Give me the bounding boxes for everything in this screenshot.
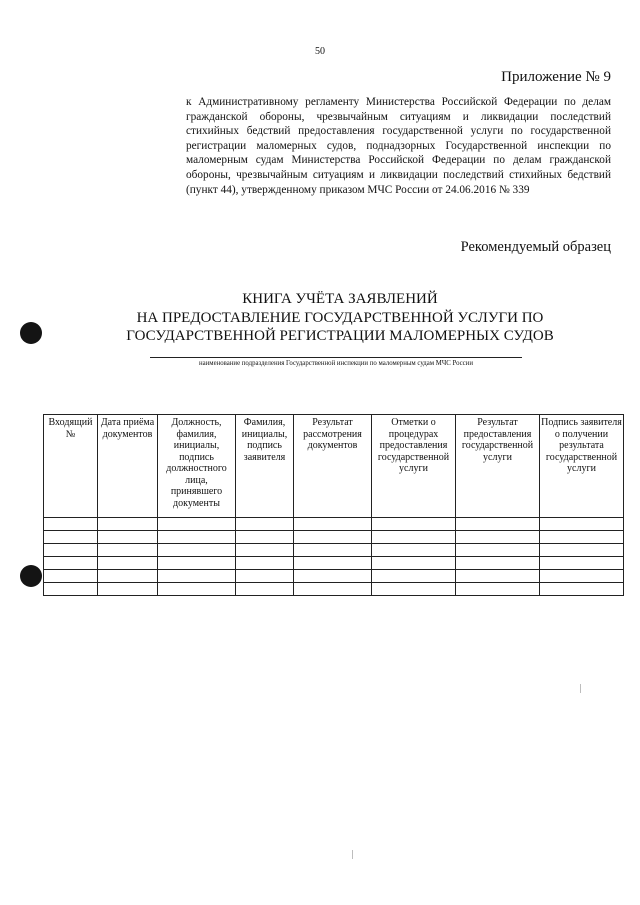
table-cell [372,570,456,583]
punch-hole-top [20,322,42,344]
table-row [44,544,624,557]
table-cell [158,518,236,531]
table-cell [236,583,294,596]
table-cell [236,544,294,557]
table-cell [236,557,294,570]
table-cell [98,531,158,544]
scan-mark [352,850,353,859]
table-cell [98,570,158,583]
table-cell [98,544,158,557]
table-cell [540,531,624,544]
book-title-line-3: ГОСУДАРСТВЕННОЙ РЕГИСТРАЦИИ МАЛОМЕРНЫХ СУДОВ [126,328,554,344]
table-cell [456,570,540,583]
table-body [44,518,624,596]
table-cell [540,583,624,596]
table-cell [236,570,294,583]
table-cell [158,531,236,544]
scan-mark [580,684,581,693]
book-title-line-2: НА ПРЕДОСТАВЛЕНИЕ ГОСУДАРСТВЕННОЙ УСЛУГИ ПО [136,309,544,326]
table-cell [44,518,98,531]
table-cell [372,518,456,531]
table-cell [456,583,540,596]
page-number: 50 [315,46,325,57]
table-cell [540,557,624,570]
table-cell [540,544,624,557]
column-header-incoming-number: Входящий № [44,415,98,518]
table-row [44,531,624,544]
table-cell [456,544,540,557]
table-cell [158,570,236,583]
table-cell [372,557,456,570]
column-header-applicant: Фамилия, инициалы, подпись заявителя [236,415,294,518]
table-cell [540,518,624,531]
table-cell [44,531,98,544]
recommended-sample-label: Рекомендуемый образец [460,239,611,255]
applications-log-table [43,414,624,596]
table-cell [372,583,456,596]
table-cell [294,518,372,531]
table-row [44,583,624,596]
table-cell [456,518,540,531]
table-cell [44,583,98,596]
column-header-receipt-date: Дата приёма документов [98,415,158,518]
table-cell [158,583,236,596]
table-cell [158,544,236,557]
book-title [90,290,590,346]
table-cell [294,557,372,570]
appendix-title: Приложение № 9 [501,69,611,85]
table-cell [372,531,456,544]
table-cell [44,570,98,583]
table-cell [294,583,372,596]
table-cell [294,531,372,544]
table-cell [44,544,98,557]
punch-hole-bottom [20,565,42,587]
table-cell [236,531,294,544]
subdivision-caption: наименование подразделения Государственной инспекции по маломерным судам МЧС России [199,360,473,367]
column-header-applicant-signature: Подпись заявителя о получении результата государственной услуги [540,415,624,518]
table-cell [294,570,372,583]
column-header-review-result: Результат рассмотрения документов [294,415,372,518]
table-header-row [44,415,624,518]
table-cell [456,531,540,544]
table-cell [540,570,624,583]
table-cell [372,544,456,557]
table-row [44,557,624,570]
column-header-procedure-notes: Отметки о процедурах предоставления государственной услуги [372,415,456,518]
column-header-service-result: Результат предоставления государственной услуги [456,415,540,518]
table-cell [158,557,236,570]
table-cell [98,557,158,570]
table-cell [294,544,372,557]
subdivision-name-line [150,357,522,358]
table-cell [98,518,158,531]
book-title-line-1: КНИГА УЧЁТА ЗАЯВЛЕНИЙ [242,291,438,307]
table-cell [98,583,158,596]
table-cell [44,557,98,570]
table-cell [456,557,540,570]
column-header-official: Должность, фамилия, инициалы, подпись должностного лица, принявшего документы [158,415,236,518]
appendix-text: к Административному регламенту Министерства Российской Федерации по делам гражданской обороны, чрезвычайным ситуациям и ликвидации последствий стихийных бедствий предоставления государственной услуги по государственной регистрации маломерных судов, поднадзорных Государственной инспекции по маломерным судам Министерства Российской Федерации по делам гражданской обороны, чрезвычайным ситуациям и ликвидации последствий стихийных бедствий (пункт 44), утвержденному приказом МЧС России от 24.06.2016 № 339 [186,96,611,196]
table-row [44,518,624,531]
table-row [44,570,624,583]
table-cell [236,518,294,531]
